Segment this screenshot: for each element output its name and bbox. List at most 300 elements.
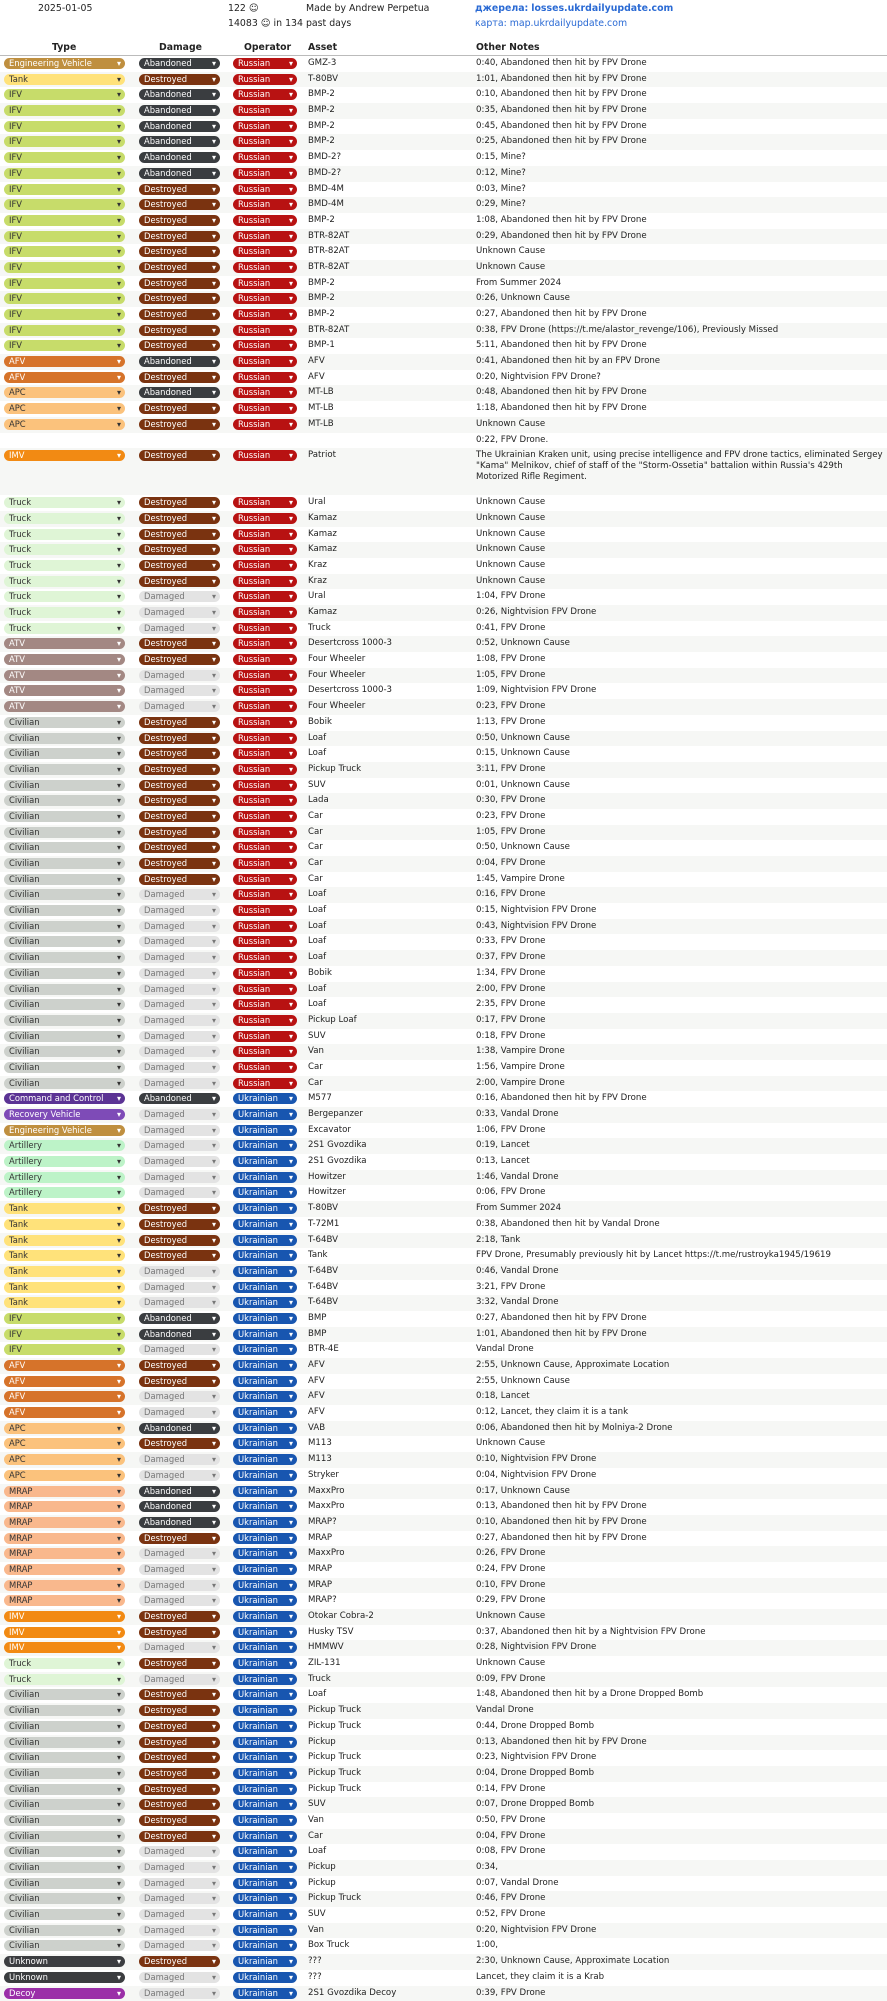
operator-dropdown[interactable]: Russian ▾ xyxy=(233,591,297,602)
damage-dropdown[interactable]: Damaged ▾ xyxy=(139,1297,220,1308)
type-dropdown[interactable]: Artillery ▾ xyxy=(4,1140,125,1151)
type-dropdown[interactable]: Civilian ▾ xyxy=(4,1799,125,1810)
damage-dropdown[interactable]: Abandoned ▾ xyxy=(139,1423,220,1434)
type-dropdown[interactable]: Civilian ▾ xyxy=(4,999,125,1010)
operator-dropdown[interactable]: Ukrainian ▾ xyxy=(233,1768,297,1779)
damage-dropdown[interactable]: Damaged ▾ xyxy=(139,889,220,900)
sources-link[interactable] xyxy=(475,3,673,14)
operator-dropdown[interactable]: Ukrainian ▾ xyxy=(233,1517,297,1528)
damage-dropdown[interactable]: Damaged ▾ xyxy=(139,607,220,618)
type-dropdown[interactable]: Command and Control ▾ xyxy=(4,1093,125,1104)
type-dropdown[interactable]: Engineering Vehicle ▾ xyxy=(4,58,125,69)
damage-dropdown[interactable]: Damaged ▾ xyxy=(139,1988,220,1999)
operator-dropdown[interactable]: Russian ▾ xyxy=(233,795,297,806)
damage-dropdown[interactable]: Destroyed ▾ xyxy=(139,1360,220,1371)
damage-dropdown[interactable]: Destroyed ▾ xyxy=(139,638,220,649)
operator-dropdown[interactable]: Russian ▾ xyxy=(233,199,297,210)
damage-dropdown[interactable]: Destroyed ▾ xyxy=(139,560,220,571)
damage-dropdown[interactable]: Destroyed ▾ xyxy=(139,795,220,806)
type-dropdown[interactable]: AFV ▾ xyxy=(4,1376,125,1387)
operator-dropdown[interactable]: Ukrainian ▾ xyxy=(233,1548,297,1559)
damage-dropdown[interactable]: Damaged ▾ xyxy=(139,1893,220,1904)
operator-dropdown[interactable]: Ukrainian ▾ xyxy=(233,1627,297,1638)
operator-dropdown[interactable]: Russian ▾ xyxy=(233,168,297,179)
type-dropdown[interactable]: Civilian ▾ xyxy=(4,1737,125,1748)
operator-dropdown[interactable]: Russian ▾ xyxy=(233,889,297,900)
damage-dropdown[interactable]: Damaged ▾ xyxy=(139,999,220,1010)
operator-dropdown[interactable]: Russian ▾ xyxy=(233,1015,297,1026)
operator-dropdown[interactable]: Russian ▾ xyxy=(233,74,297,85)
damage-dropdown[interactable]: Damaged ▾ xyxy=(139,1125,220,1136)
operator-dropdown[interactable]: Russian ▾ xyxy=(233,560,297,571)
damage-dropdown[interactable]: Destroyed ▾ xyxy=(139,372,220,383)
operator-dropdown[interactable]: Ukrainian ▾ xyxy=(233,1360,297,1371)
operator-dropdown[interactable]: Ukrainian ▾ xyxy=(233,1658,297,1669)
damage-dropdown[interactable]: Abandoned ▾ xyxy=(139,1517,220,1528)
operator-dropdown[interactable]: Ukrainian ▾ xyxy=(233,1705,297,1716)
damage-dropdown[interactable]: Destroyed ▾ xyxy=(139,309,220,320)
type-dropdown[interactable]: Civilian ▾ xyxy=(4,780,125,791)
damage-dropdown[interactable]: Destroyed ▾ xyxy=(139,1219,220,1230)
operator-dropdown[interactable]: Ukrainian ▾ xyxy=(233,1533,297,1544)
damage-dropdown[interactable]: Destroyed ▾ xyxy=(139,325,220,336)
operator-dropdown[interactable]: Russian ▾ xyxy=(233,764,297,775)
type-dropdown[interactable]: Civilian ▾ xyxy=(4,764,125,775)
damage-dropdown[interactable]: Damaged ▾ xyxy=(139,1407,220,1418)
type-dropdown[interactable]: Civilian ▾ xyxy=(4,1062,125,1073)
damage-dropdown[interactable]: Destroyed ▾ xyxy=(139,340,220,351)
operator-dropdown[interactable]: Russian ▾ xyxy=(233,403,297,414)
operator-dropdown[interactable]: Ukrainian ▾ xyxy=(233,1595,297,1606)
operator-dropdown[interactable]: Ukrainian ▾ xyxy=(233,1815,297,1826)
damage-dropdown[interactable]: Destroyed ▾ xyxy=(139,858,220,869)
damage-dropdown[interactable]: Abandoned ▾ xyxy=(139,58,220,69)
operator-dropdown[interactable]: Ukrainian ▾ xyxy=(233,1940,297,1951)
operator-dropdown[interactable]: Ukrainian ▾ xyxy=(233,1737,297,1748)
operator-dropdown[interactable]: Russian ▾ xyxy=(233,576,297,587)
type-dropdown[interactable]: IFV ▾ xyxy=(4,231,125,242)
damage-dropdown[interactable]: Damaged ▾ xyxy=(139,1470,220,1481)
damage-dropdown[interactable]: Abandoned ▾ xyxy=(139,168,220,179)
type-dropdown[interactable]: Tank ▾ xyxy=(4,1219,125,1230)
operator-dropdown[interactable]: Ukrainian ▾ xyxy=(233,1689,297,1700)
damage-dropdown[interactable]: Destroyed ▾ xyxy=(139,654,220,665)
operator-dropdown[interactable]: Russian ▾ xyxy=(233,529,297,540)
type-dropdown[interactable]: Truck ▾ xyxy=(4,544,125,555)
damage-dropdown[interactable]: Destroyed ▾ xyxy=(139,1768,220,1779)
column-header-asset[interactable]: Asset xyxy=(308,42,337,53)
damage-dropdown[interactable]: Damaged ▾ xyxy=(139,1580,220,1591)
type-dropdown[interactable]: Civilian ▾ xyxy=(4,874,125,885)
damage-dropdown[interactable]: Destroyed ▾ xyxy=(139,1705,220,1716)
damage-dropdown[interactable]: Damaged ▾ xyxy=(139,1454,220,1465)
type-dropdown[interactable]: APC ▾ xyxy=(4,1438,125,1449)
operator-dropdown[interactable]: Ukrainian ▾ xyxy=(233,1784,297,1795)
type-dropdown[interactable]: IFV ▾ xyxy=(4,136,125,147)
damage-dropdown[interactable]: Destroyed ▾ xyxy=(139,717,220,728)
operator-dropdown[interactable]: Russian ▾ xyxy=(233,874,297,885)
operator-dropdown[interactable]: Russian ▾ xyxy=(233,278,297,289)
damage-dropdown[interactable]: Destroyed ▾ xyxy=(139,529,220,540)
damage-dropdown[interactable]: Damaged ▾ xyxy=(139,1862,220,1873)
operator-dropdown[interactable]: Russian ▾ xyxy=(233,984,297,995)
type-dropdown[interactable]: Civilian ▾ xyxy=(4,1752,125,1763)
type-dropdown[interactable]: Civilian ▾ xyxy=(4,748,125,759)
damage-dropdown[interactable]: Abandoned ▾ xyxy=(139,152,220,163)
type-dropdown[interactable]: APC ▾ xyxy=(4,419,125,430)
damage-dropdown[interactable]: Destroyed ▾ xyxy=(139,262,220,273)
damage-dropdown[interactable]: Damaged ▾ xyxy=(139,1156,220,1167)
type-dropdown[interactable]: ATV ▾ xyxy=(4,685,125,696)
operator-dropdown[interactable]: Russian ▾ xyxy=(233,607,297,618)
damage-dropdown[interactable]: Destroyed ▾ xyxy=(139,748,220,759)
damage-dropdown[interactable]: Destroyed ▾ xyxy=(139,1752,220,1763)
type-dropdown[interactable]: Tank ▾ xyxy=(4,1235,125,1246)
damage-dropdown[interactable]: Abandoned ▾ xyxy=(139,89,220,100)
type-dropdown[interactable]: Tank ▾ xyxy=(4,74,125,85)
operator-dropdown[interactable]: Ukrainian ▾ xyxy=(233,1580,297,1591)
operator-dropdown[interactable]: Russian ▾ xyxy=(233,215,297,226)
operator-dropdown[interactable]: Russian ▾ xyxy=(233,419,297,430)
type-dropdown[interactable]: IFV ▾ xyxy=(4,152,125,163)
type-dropdown[interactable]: Civilian ▾ xyxy=(4,1768,125,1779)
damage-dropdown[interactable]: Damaged ▾ xyxy=(139,1391,220,1402)
operator-dropdown[interactable]: Russian ▾ xyxy=(233,1062,297,1073)
type-dropdown[interactable]: IFV ▾ xyxy=(4,325,125,336)
type-dropdown[interactable]: IFV ▾ xyxy=(4,278,125,289)
type-dropdown[interactable]: IMV ▾ xyxy=(4,1642,125,1653)
type-dropdown[interactable]: Civilian ▾ xyxy=(4,858,125,869)
type-dropdown[interactable]: ATV ▾ xyxy=(4,701,125,712)
operator-dropdown[interactable]: Ukrainian ▾ xyxy=(233,1219,297,1230)
operator-dropdown[interactable]: Russian ▾ xyxy=(233,184,297,195)
operator-dropdown[interactable]: Russian ▾ xyxy=(233,780,297,791)
type-dropdown[interactable]: Civilian ▾ xyxy=(4,921,125,932)
damage-dropdown[interactable]: Damaged ▾ xyxy=(139,1187,220,1198)
operator-dropdown[interactable]: Ukrainian ▾ xyxy=(233,1956,297,1967)
operator-dropdown[interactable]: Ukrainian ▾ xyxy=(233,1329,297,1340)
type-dropdown[interactable]: Civilian ▾ xyxy=(4,1815,125,1826)
type-dropdown[interactable]: MRAP ▾ xyxy=(4,1501,125,1512)
type-dropdown[interactable]: IFV ▾ xyxy=(4,89,125,100)
type-dropdown[interactable]: Civilian ▾ xyxy=(4,1878,125,1889)
damage-dropdown[interactable]: Damaged ▾ xyxy=(139,968,220,979)
damage-dropdown[interactable]: Damaged ▾ xyxy=(139,1109,220,1120)
damage-dropdown[interactable]: Destroyed ▾ xyxy=(139,1376,220,1387)
damage-dropdown[interactable]: Destroyed ▾ xyxy=(139,1784,220,1795)
operator-dropdown[interactable]: Russian ▾ xyxy=(233,654,297,665)
operator-dropdown[interactable]: Russian ▾ xyxy=(233,513,297,524)
operator-dropdown[interactable]: Ukrainian ▾ xyxy=(233,1344,297,1355)
operator-dropdown[interactable]: Russian ▾ xyxy=(233,372,297,383)
damage-dropdown[interactable]: Damaged ▾ xyxy=(139,1140,220,1151)
type-dropdown[interactable]: IMV ▾ xyxy=(4,1611,125,1622)
type-dropdown[interactable]: Truck ▾ xyxy=(4,1658,125,1669)
damage-dropdown[interactable]: Damaged ▾ xyxy=(139,591,220,602)
type-dropdown[interactable]: Civilian ▾ xyxy=(4,1862,125,1873)
operator-dropdown[interactable]: Russian ▾ xyxy=(233,1046,297,1057)
operator-dropdown[interactable]: Ukrainian ▾ xyxy=(233,1893,297,1904)
operator-dropdown[interactable]: Ukrainian ▾ xyxy=(233,1203,297,1214)
damage-dropdown[interactable]: Destroyed ▾ xyxy=(139,1721,220,1732)
operator-dropdown[interactable]: Russian ▾ xyxy=(233,748,297,759)
type-dropdown[interactable]: APC ▾ xyxy=(4,1423,125,1434)
damage-dropdown[interactable]: Damaged ▾ xyxy=(139,1940,220,1951)
type-dropdown[interactable]: Civilian ▾ xyxy=(4,1893,125,1904)
damage-dropdown[interactable]: Damaged ▾ xyxy=(139,1878,220,1889)
type-dropdown[interactable]: APC ▾ xyxy=(4,1470,125,1481)
operator-dropdown[interactable]: Russian ▾ xyxy=(233,152,297,163)
damage-dropdown[interactable]: Destroyed ▾ xyxy=(139,450,220,461)
type-dropdown[interactable]: Unknown ▾ xyxy=(4,1972,125,1983)
damage-dropdown[interactable]: Damaged ▾ xyxy=(139,1344,220,1355)
type-dropdown[interactable]: Civilian ▾ xyxy=(4,1846,125,1857)
operator-dropdown[interactable]: Ukrainian ▾ xyxy=(233,1250,297,1261)
damage-dropdown[interactable]: Destroyed ▾ xyxy=(139,1689,220,1700)
operator-dropdown[interactable]: Russian ▾ xyxy=(233,638,297,649)
type-dropdown[interactable]: ATV ▾ xyxy=(4,654,125,665)
type-dropdown[interactable]: MRAP ▾ xyxy=(4,1533,125,1544)
operator-dropdown[interactable]: Russian ▾ xyxy=(233,921,297,932)
type-dropdown[interactable]: AFV ▾ xyxy=(4,1391,125,1402)
operator-dropdown[interactable]: Ukrainian ▾ xyxy=(233,1799,297,1810)
type-dropdown[interactable]: IFV ▾ xyxy=(4,121,125,132)
type-dropdown[interactable]: Civilian ▾ xyxy=(4,968,125,979)
type-dropdown[interactable]: Civilian ▾ xyxy=(4,1031,125,1042)
type-dropdown[interactable]: Civilian ▾ xyxy=(4,842,125,853)
damage-dropdown[interactable]: Destroyed ▾ xyxy=(139,827,220,838)
operator-dropdown[interactable]: Ukrainian ▾ xyxy=(233,1988,297,1999)
damage-dropdown[interactable]: Destroyed ▾ xyxy=(139,293,220,304)
operator-dropdown[interactable]: Russian ▾ xyxy=(233,717,297,728)
operator-dropdown[interactable]: Russian ▾ xyxy=(233,105,297,116)
damage-dropdown[interactable]: Destroyed ▾ xyxy=(139,1533,220,1544)
operator-dropdown[interactable]: Russian ▾ xyxy=(233,387,297,398)
operator-dropdown[interactable]: Ukrainian ▾ xyxy=(233,1125,297,1136)
operator-dropdown[interactable]: Ukrainian ▾ xyxy=(233,1438,297,1449)
operator-dropdown[interactable]: Ukrainian ▾ xyxy=(233,1846,297,1857)
type-dropdown[interactable]: Tank ▾ xyxy=(4,1297,125,1308)
type-dropdown[interactable]: Unknown ▾ xyxy=(4,1956,125,1967)
damage-dropdown[interactable]: Destroyed ▾ xyxy=(139,1611,220,1622)
type-dropdown[interactable]: Artillery ▾ xyxy=(4,1187,125,1198)
type-dropdown[interactable]: Civilian ▾ xyxy=(4,1015,125,1026)
damage-dropdown[interactable]: Destroyed ▾ xyxy=(139,199,220,210)
damage-dropdown[interactable]: Destroyed ▾ xyxy=(139,1831,220,1842)
operator-dropdown[interactable]: Ukrainian ▾ xyxy=(233,1486,297,1497)
type-dropdown[interactable]: APC ▾ xyxy=(4,1454,125,1465)
damage-dropdown[interactable]: Damaged ▾ xyxy=(139,1564,220,1575)
operator-dropdown[interactable]: Ukrainian ▾ xyxy=(233,1862,297,1873)
damage-dropdown[interactable]: Destroyed ▾ xyxy=(139,231,220,242)
damage-dropdown[interactable]: Destroyed ▾ xyxy=(139,811,220,822)
damage-dropdown[interactable]: Destroyed ▾ xyxy=(139,1815,220,1826)
type-dropdown[interactable]: Tank ▾ xyxy=(4,1250,125,1261)
operator-dropdown[interactable]: Ukrainian ▾ xyxy=(233,1909,297,1920)
type-dropdown[interactable]: APC ▾ xyxy=(4,403,125,414)
damage-dropdown[interactable]: Destroyed ▾ xyxy=(139,1203,220,1214)
operator-dropdown[interactable]: Ukrainian ▾ xyxy=(233,1423,297,1434)
type-dropdown[interactable]: Civilian ▾ xyxy=(4,936,125,947)
type-dropdown[interactable]: Recovery Vehicle ▾ xyxy=(4,1109,125,1120)
damage-dropdown[interactable]: Damaged ▾ xyxy=(139,1046,220,1057)
operator-dropdown[interactable]: Ukrainian ▾ xyxy=(233,1611,297,1622)
type-dropdown[interactable]: IFV ▾ xyxy=(4,1329,125,1340)
damage-dropdown[interactable]: Abandoned ▾ xyxy=(139,1501,220,1512)
operator-dropdown[interactable]: Russian ▾ xyxy=(233,497,297,508)
damage-dropdown[interactable]: Damaged ▾ xyxy=(139,1846,220,1857)
operator-dropdown[interactable]: Russian ▾ xyxy=(233,309,297,320)
type-dropdown[interactable]: Civilian ▾ xyxy=(4,795,125,806)
type-dropdown[interactable]: Civilian ▾ xyxy=(4,717,125,728)
operator-dropdown[interactable]: Russian ▾ xyxy=(233,842,297,853)
damage-dropdown[interactable]: Destroyed ▾ xyxy=(139,842,220,853)
operator-dropdown[interactable]: Russian ▾ xyxy=(233,325,297,336)
operator-dropdown[interactable]: Russian ▾ xyxy=(233,246,297,257)
type-dropdown[interactable]: Civilian ▾ xyxy=(4,1925,125,1936)
damage-dropdown[interactable]: Destroyed ▾ xyxy=(139,780,220,791)
operator-dropdown[interactable]: Russian ▾ xyxy=(233,733,297,744)
type-dropdown[interactable]: Civilian ▾ xyxy=(4,1689,125,1700)
damage-dropdown[interactable]: Damaged ▾ xyxy=(139,952,220,963)
damage-dropdown[interactable]: Destroyed ▾ xyxy=(139,1737,220,1748)
damage-dropdown[interactable]: Destroyed ▾ xyxy=(139,1799,220,1810)
operator-dropdown[interactable]: Russian ▾ xyxy=(233,827,297,838)
type-dropdown[interactable]: MRAP ▾ xyxy=(4,1595,125,1606)
type-dropdown[interactable]: Civilian ▾ xyxy=(4,984,125,995)
type-dropdown[interactable]: IFV ▾ xyxy=(4,1344,125,1355)
operator-dropdown[interactable]: Ukrainian ▾ xyxy=(233,1093,297,1104)
type-dropdown[interactable]: Civilian ▾ xyxy=(4,1705,125,1716)
type-dropdown[interactable]: Truck ▾ xyxy=(4,1674,125,1685)
map-url[interactable]: map.ukrdailyupdate.com xyxy=(510,18,627,29)
damage-dropdown[interactable]: Damaged ▾ xyxy=(139,905,220,916)
type-dropdown[interactable]: Tank ▾ xyxy=(4,1282,125,1293)
damage-dropdown[interactable]: Abandoned ▾ xyxy=(139,356,220,367)
type-dropdown[interactable]: AFV ▾ xyxy=(4,372,125,383)
damage-dropdown[interactable]: Damaged ▾ xyxy=(139,670,220,681)
damage-dropdown[interactable]: Damaged ▾ xyxy=(139,1031,220,1042)
damage-dropdown[interactable]: Destroyed ▾ xyxy=(139,576,220,587)
damage-dropdown[interactable]: Damaged ▾ xyxy=(139,1172,220,1183)
damage-dropdown[interactable]: Abandoned ▾ xyxy=(139,1486,220,1497)
operator-dropdown[interactable]: Russian ▾ xyxy=(233,952,297,963)
type-dropdown[interactable]: AFV ▾ xyxy=(4,1407,125,1418)
type-dropdown[interactable]: IMV ▾ xyxy=(4,450,125,461)
damage-dropdown[interactable]: Destroyed ▾ xyxy=(139,1250,220,1261)
type-dropdown[interactable]: Civilian ▾ xyxy=(4,952,125,963)
operator-dropdown[interactable]: Russian ▾ xyxy=(233,356,297,367)
damage-dropdown[interactable]: Damaged ▾ xyxy=(139,1642,220,1653)
damage-dropdown[interactable]: Damaged ▾ xyxy=(139,1595,220,1606)
operator-dropdown[interactable]: Ukrainian ▾ xyxy=(233,1925,297,1936)
operator-dropdown[interactable]: Ukrainian ▾ xyxy=(233,1972,297,1983)
operator-dropdown[interactable]: Ukrainian ▾ xyxy=(233,1878,297,1889)
type-dropdown[interactable]: APC ▾ xyxy=(4,387,125,398)
damage-dropdown[interactable]: Abandoned ▾ xyxy=(139,387,220,398)
operator-dropdown[interactable]: Russian ▾ xyxy=(233,701,297,712)
operator-dropdown[interactable]: Ukrainian ▾ xyxy=(233,1470,297,1481)
type-dropdown[interactable]: Truck ▾ xyxy=(4,607,125,618)
operator-dropdown[interactable]: Russian ▾ xyxy=(233,968,297,979)
operator-dropdown[interactable]: Ukrainian ▾ xyxy=(233,1282,297,1293)
operator-dropdown[interactable]: Ukrainian ▾ xyxy=(233,1109,297,1120)
damage-dropdown[interactable]: Destroyed ▾ xyxy=(139,874,220,885)
damage-dropdown[interactable]: Abandoned ▾ xyxy=(139,121,220,132)
damage-dropdown[interactable]: Damaged ▾ xyxy=(139,1062,220,1073)
type-dropdown[interactable]: Engineering Vehicle ▾ xyxy=(4,1125,125,1136)
map-link[interactable] xyxy=(475,18,627,29)
damage-dropdown[interactable]: Damaged ▾ xyxy=(139,1674,220,1685)
damage-dropdown[interactable]: Destroyed ▾ xyxy=(139,1627,220,1638)
operator-dropdown[interactable]: Russian ▾ xyxy=(233,670,297,681)
type-dropdown[interactable]: IFV ▾ xyxy=(4,340,125,351)
damage-dropdown[interactable]: Destroyed ▾ xyxy=(139,1956,220,1967)
type-dropdown[interactable]: Civilian ▾ xyxy=(4,1721,125,1732)
operator-dropdown[interactable]: Russian ▾ xyxy=(233,811,297,822)
damage-dropdown[interactable]: Destroyed ▾ xyxy=(139,544,220,555)
operator-dropdown[interactable]: Ukrainian ▾ xyxy=(233,1235,297,1246)
type-dropdown[interactable]: Civilian ▾ xyxy=(4,733,125,744)
damage-dropdown[interactable]: Destroyed ▾ xyxy=(139,1438,220,1449)
damage-dropdown[interactable]: Damaged ▾ xyxy=(139,1925,220,1936)
operator-dropdown[interactable]: Russian ▾ xyxy=(233,58,297,69)
type-dropdown[interactable]: Civilian ▾ xyxy=(4,1784,125,1795)
damage-dropdown[interactable]: Destroyed ▾ xyxy=(139,733,220,744)
type-dropdown[interactable]: AFV ▾ xyxy=(4,1360,125,1371)
type-dropdown[interactable]: IFV ▾ xyxy=(4,262,125,273)
type-dropdown[interactable]: MRAP ▾ xyxy=(4,1517,125,1528)
type-dropdown[interactable]: MRAP ▾ xyxy=(4,1580,125,1591)
damage-dropdown[interactable]: Destroyed ▾ xyxy=(139,497,220,508)
operator-dropdown[interactable]: Russian ▾ xyxy=(233,999,297,1010)
damage-dropdown[interactable]: Destroyed ▾ xyxy=(139,1235,220,1246)
damage-dropdown[interactable]: Abandoned ▾ xyxy=(139,1313,220,1324)
type-dropdown[interactable]: Truck ▾ xyxy=(4,560,125,571)
type-dropdown[interactable]: Truck ▾ xyxy=(4,576,125,587)
type-dropdown[interactable]: MRAP ▾ xyxy=(4,1548,125,1559)
type-dropdown[interactable]: Truck ▾ xyxy=(4,529,125,540)
column-header-damage[interactable]: Damage xyxy=(159,42,202,53)
damage-dropdown[interactable]: Abandoned ▾ xyxy=(139,1093,220,1104)
operator-dropdown[interactable]: Ukrainian ▾ xyxy=(233,1752,297,1763)
operator-dropdown[interactable]: Russian ▾ xyxy=(233,936,297,947)
type-dropdown[interactable]: Civilian ▾ xyxy=(4,1940,125,1951)
operator-dropdown[interactable]: Russian ▾ xyxy=(233,858,297,869)
sources-url[interactable]: losses.ukrdailyupdate.com xyxy=(531,3,673,14)
damage-dropdown[interactable]: Damaged ▾ xyxy=(139,1282,220,1293)
type-dropdown[interactable]: IFV ▾ xyxy=(4,215,125,226)
operator-dropdown[interactable]: Russian ▾ xyxy=(233,905,297,916)
damage-dropdown[interactable]: Damaged ▾ xyxy=(139,1972,220,1983)
operator-dropdown[interactable]: Russian ▾ xyxy=(233,544,297,555)
operator-dropdown[interactable]: Russian ▾ xyxy=(233,89,297,100)
damage-dropdown[interactable]: Damaged ▾ xyxy=(139,1078,220,1089)
column-header-type[interactable]: Type xyxy=(52,42,76,53)
type-dropdown[interactable]: Civilian ▾ xyxy=(4,827,125,838)
operator-dropdown[interactable]: Ukrainian ▾ xyxy=(233,1674,297,1685)
type-dropdown[interactable]: Civilian ▾ xyxy=(4,1831,125,1842)
operator-dropdown[interactable]: Ukrainian ▾ xyxy=(233,1172,297,1183)
damage-dropdown[interactable]: Destroyed ▾ xyxy=(139,184,220,195)
type-dropdown[interactable]: IFV ▾ xyxy=(4,199,125,210)
operator-dropdown[interactable]: Ukrainian ▾ xyxy=(233,1721,297,1732)
type-dropdown[interactable]: Civilian ▾ xyxy=(4,1909,125,1920)
type-dropdown[interactable]: MRAP ▾ xyxy=(4,1486,125,1497)
damage-dropdown[interactable]: Damaged ▾ xyxy=(139,1548,220,1559)
type-dropdown[interactable]: Civilian ▾ xyxy=(4,1046,125,1057)
type-dropdown[interactable]: Civilian ▾ xyxy=(4,889,125,900)
